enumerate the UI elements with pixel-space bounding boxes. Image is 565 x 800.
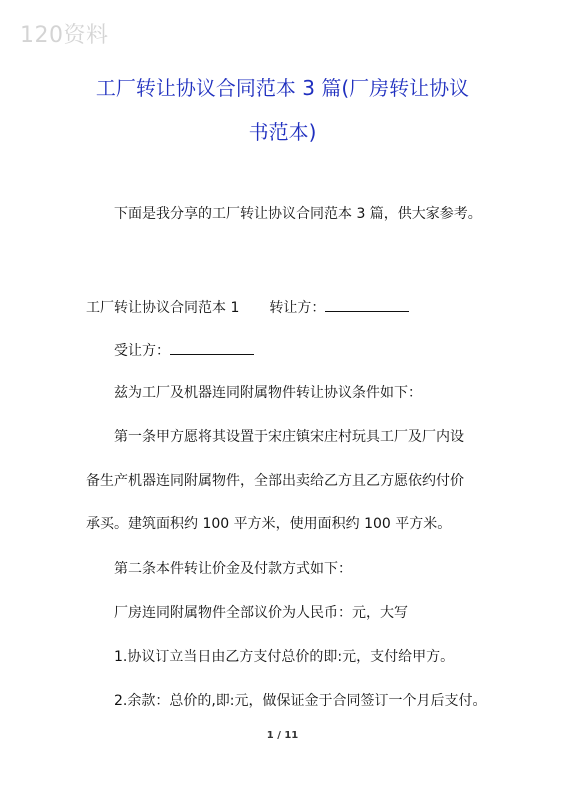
document-title-line-1: 工厂转让协议合同范本 3 篇(厂房转让协议: [95, 76, 470, 100]
transferee-line: [114, 340, 254, 360]
current-page: 1: [266, 730, 274, 741]
total-pages: 11: [284, 730, 299, 741]
article-1-line-3: 承买。建筑面积约 100 平方米，使用面积约 100 平方米。: [86, 516, 452, 532]
transferee-blank: [170, 340, 254, 355]
article-1-line-1: 第一条甲方愿将其设置于宋庄镇宋庄村玩具工厂及厂内设: [114, 429, 464, 445]
transferor-blank: [325, 297, 409, 312]
section-1-title: 工厂转让协议合同范本 1: [86, 300, 240, 316]
section-heading: [86, 297, 409, 317]
page-number: [0, 730, 565, 741]
price-paragraph: 厂房连同附属物件全部议价为人民币：元，大写: [114, 605, 408, 621]
article-1-line-2: 备生产机器连同附属物件，全部出卖给乙方且乙方愿依约付价: [86, 473, 464, 489]
transferor-label: 转让方：: [269, 300, 326, 316]
transferee-label: 受让方：: [114, 343, 170, 359]
intro-paragraph: 下面是我分享的工厂转让协议合同范本 3 篇，供大家参考。: [114, 206, 482, 222]
payment-item-1: 1.协议订立当日由乙方支付总价的即:元，支付给甲方。: [114, 649, 455, 665]
page-separator: /: [277, 730, 281, 741]
preamble-paragraph: 兹为工厂及机器连同附属物件转让协议条件如下：: [114, 385, 422, 401]
payment-item-2: 2.余款：总价的,即:元，做保证金于合同签订一个月后支付。: [114, 693, 487, 709]
article-2-paragraph: 第二条本件转让价金及付款方式如下：: [114, 561, 352, 577]
watermark-logo: 120资料: [20, 23, 109, 48]
document-title-line-2: 书范本): [248, 120, 317, 144]
